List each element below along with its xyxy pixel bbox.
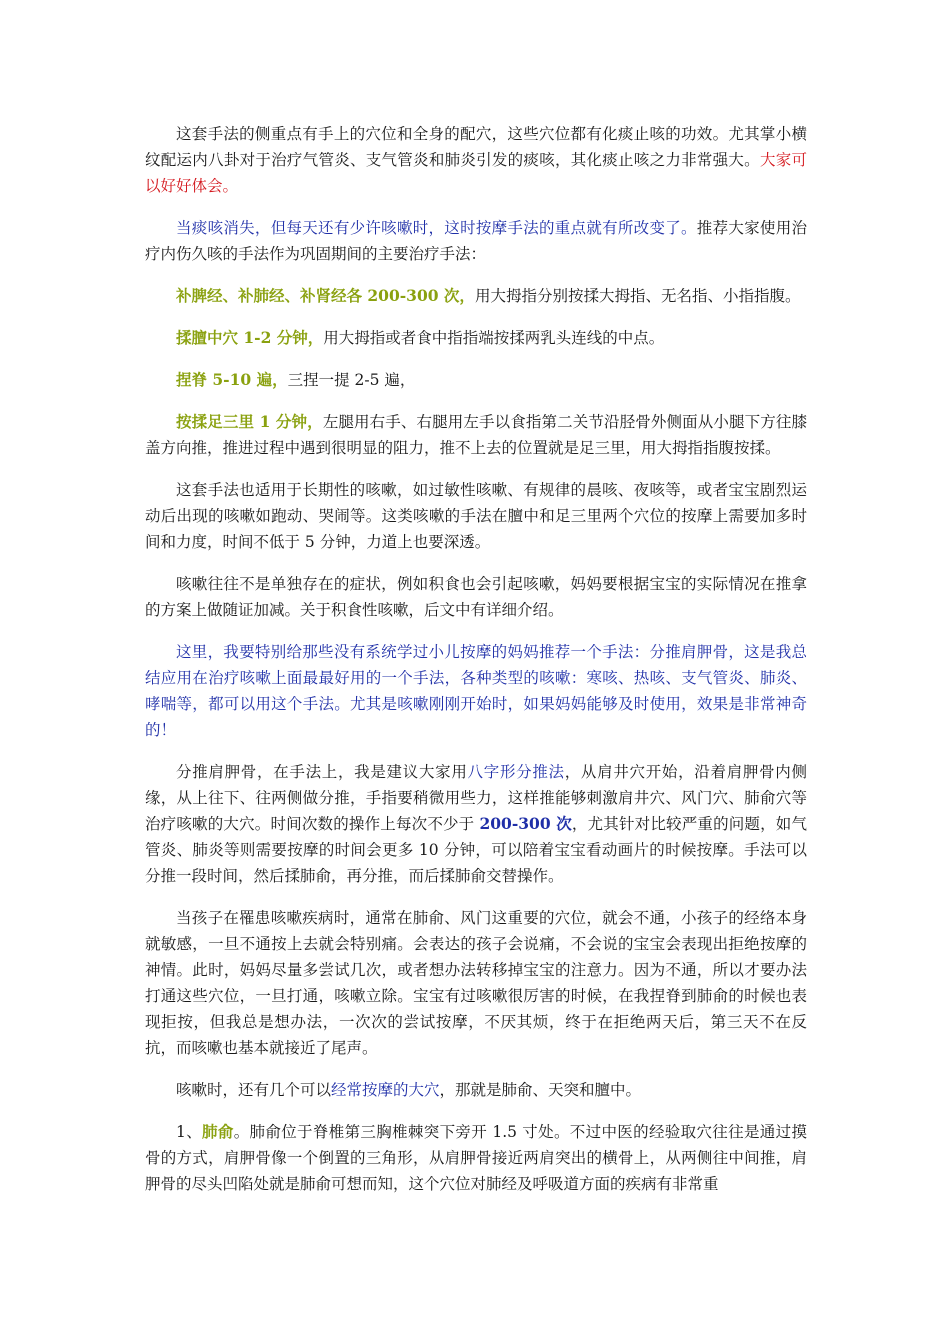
text-run: 用大拇指或者食中指指端按揉两乳头连线的中点。 — [323, 329, 665, 347]
highlighted-text-run: 大家可以好好体会。 — [145, 151, 807, 195]
text-run: 1、 — [176, 1123, 203, 1141]
paragraph — [145, 367, 807, 393]
highlighted-text-run: 肺俞 — [202, 1122, 234, 1141]
text-run: 分推肩胛骨，在手法上，我是建议大家用 — [176, 763, 468, 781]
text-run: ，尤其针对比较严重的问题，如气管炎、肺炎等则需要按摩的时间会更多 10 分钟，可以陪着宝宝看动画片的时候按摩。手法可以分推一段时间，然后揉肺俞，再分推，而后揉肺俞交替操作。 — [145, 815, 807, 885]
highlighted-text-run: 经常按摩的大穴 — [331, 1081, 440, 1099]
text-run: ，那就是肺俞、天突和膻中。 — [439, 1081, 642, 1099]
text-run: 左腿用右手、右腿用左手以食指第二关节沿胫骨外侧面从小腿下方往膝盖方向推，推进过程中遇到很明显的阻力，推不上去的位置就是足三里，用大拇指指腹按揉。 — [145, 413, 807, 457]
paragraph — [145, 325, 807, 351]
text-run: 咳嗽往往不是单独存在的症状，例如积食也会引起咳嗽，妈妈要根据宝宝的实际情况在推拿的方案上做随证加减。关于积食性咳嗽，后文中有详细介绍。 — [145, 575, 807, 619]
highlighted-text-run: 当痰咳消失，但每天还有少许咳嗽时，这时按摩手法的重点就有所改变了。 — [176, 219, 697, 237]
paragraph — [145, 215, 807, 267]
paragraph — [145, 283, 807, 309]
highlighted-text-run: 补脾经、补肺经、补肾经各 200-300 次， — [176, 286, 475, 305]
paragraph — [145, 1077, 807, 1103]
paragraph — [145, 409, 807, 461]
paragraph — [145, 759, 807, 889]
text-run: 用大拇指分别按揉大拇指、无名指、小指指腹。 — [474, 287, 801, 305]
paragraph — [145, 571, 807, 623]
text-run: 三捏一提 2-5 遍， — [287, 371, 416, 389]
text-run: ，从肩井穴开始，沿着肩胛骨内侧缘，从上往下、往两侧做分推，手指要稍微用些力，这样推能够刺激肩井穴、风门穴、肺俞穴等治疗咳嗽的大穴。时间次数的操作上每次不少于 — [145, 763, 807, 833]
highlighted-text-run: 捏脊 5-10 遍， — [176, 370, 288, 389]
paragraph — [145, 477, 807, 555]
text-run: 咳嗽时，还有几个可以 — [176, 1081, 332, 1099]
text-run: 推荐大家使用治疗内伤久咳的手法作为巩固期间的主要治疗手法： — [145, 219, 807, 263]
text-run: 这套手法的侧重点有手上的穴位和全身的配穴，这些穴位都有化痰止咳的功效。尤其掌小横纹配运内八卦对于治疗气管炎、支气管炎和肺炎引发的痰咳，其化痰止咳之力非常强大。 — [145, 125, 807, 169]
highlighted-text-run: 200-300 次 — [479, 814, 572, 833]
highlighted-text-run: 揉膻中穴 1-2 分钟， — [176, 328, 324, 347]
highlighted-text-run: 八字形分推法 — [467, 763, 565, 781]
paragraph — [145, 121, 807, 199]
text-run: 当孩子在罹患咳嗽疾病时，通常在肺俞、风门这重要的穴位，就会不通，小孩子的经络本身就敏感，一旦不通按上去就会特别痛。会表达的孩子会说痛，不会说的宝宝会表现出拒绝按摩的神情。此时，妈妈尽量多尝试几次，或者想办法转移掉宝宝的注意力。因为不通，所以才要办法打通这些穴位，一旦打通，咳嗽立除。宝宝有过咳嗽很厉害的时候，在我捏脊到肺俞的时候也表现拒按，但我总是想办法，一次次的尝试按摩，不厌其烦，终于在拒绝两天后，第三天不在反抗，而咳嗽也基本就接近了尾声。 — [145, 909, 807, 1057]
highlighted-text-run: 按揉足三里 1 分钟， — [176, 412, 323, 431]
text-run: 这套手法也适用于长期性的咳嗽，如过敏性咳嗽、有规律的晨咳、夜咳等，或者宝宝剧烈运动后出现的咳嗽如跑动、哭闹等。这类咳嗽的手法在膻中和足三里两个穴位的按摩上需要加多时间和力度，时间不低于 5 分钟，力道上也要深透。 — [145, 481, 807, 551]
paragraph — [145, 905, 807, 1061]
highlighted-text-run: 这里，我要特别给那些没有系统学过小儿按摩的妈妈推荐一个手法：分推肩胛骨，这是我总结应用在治疗咳嗽上面最最好用的一个手法，各种类型的咳嗽：寒咳、热咳、支气管炎、肺炎、哮喘等，都可以用这个手法。尤其是咳嗽刚刚开始时，如果妈妈能够及时使用，效果是非常神奇的！ — [145, 643, 807, 739]
document-body — [145, 121, 807, 1213]
text-run: 。肺俞位于脊椎第三胸椎棘突下旁开 1.5 寸处。不过中医的经验取穴往往是通过摸骨的方式，肩胛骨像一个倒置的三角形，从肩胛骨接近两肩突出的横骨上，从两侧往中间推，肩胛骨的尽头凹陷处就是肺俞可想而知，这个穴位对肺经及呼吸道方面的疾病有非常重 — [145, 1123, 807, 1193]
paragraph — [145, 1119, 807, 1197]
paragraph — [145, 639, 807, 743]
